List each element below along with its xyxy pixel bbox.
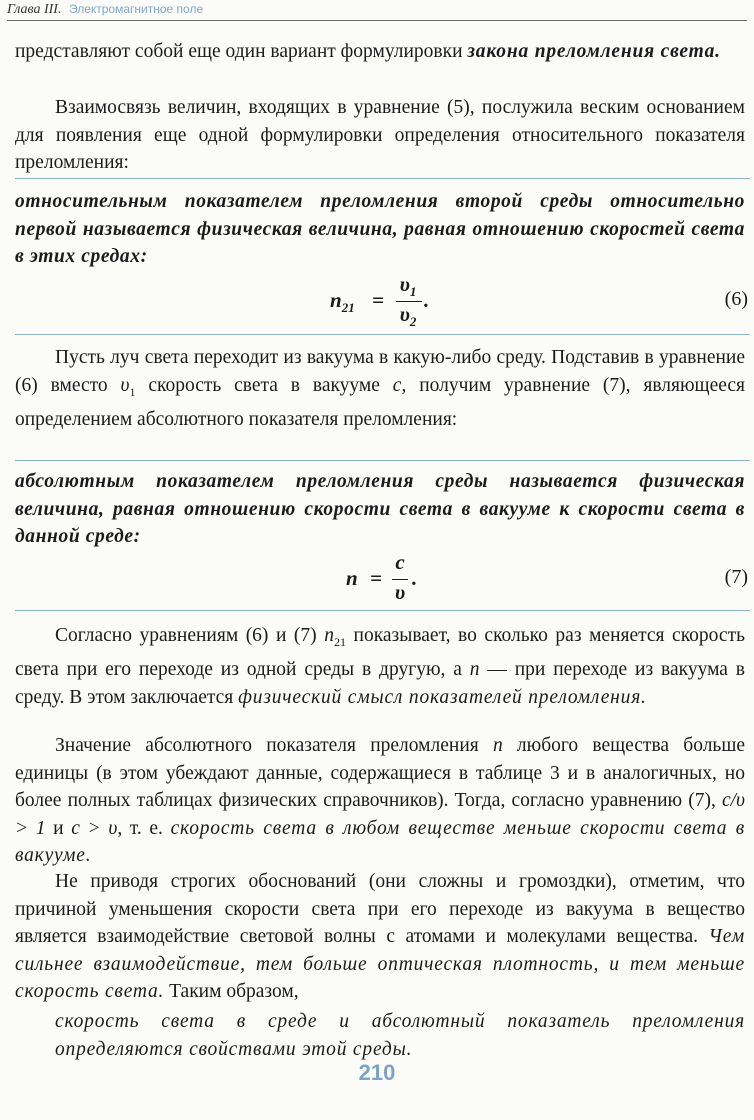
definition-relative-index: относительным показателем преломления второй среды относительно первой называется физическая величина, равная отношению скоростей света в этих средах: xyxy=(15,191,745,267)
divider-top-def1 xyxy=(15,178,750,179)
eq7-denominator: υ xyxy=(394,580,406,604)
divider-bottom-def1 xyxy=(15,334,750,335)
physical-meaning: физический смысл показателей преломления. xyxy=(238,686,647,708)
section-label: Электромагнитное поле xyxy=(68,2,204,16)
page-number: 210 xyxy=(358,1060,396,1085)
eq6-equals: = xyxy=(372,288,384,312)
speed-conclusion: скорость света в любом веществе меньше скорости света в вакууме. xyxy=(15,817,746,866)
definition-absolute-index: абсолютным показателем преломления среды называется физическая величина, равная отношению скорости света в вакууме к скорости света в данной среде: xyxy=(15,471,745,547)
interaction-statement: Чем сильнее взаимодействие, тем больше оптическая плотность, и тем меньше скорость света. xyxy=(15,926,745,1002)
paragraph-2: Взаимосвязь величин, входящих в уравнение (5), послужила веским основанием для появления еще одной формулировки определения относительного показателя преломления: xyxy=(15,97,745,173)
eq7-lhs: n xyxy=(346,566,358,590)
final-statement: скорость света в среде и абсолютный показатель преломления определяются свойствами этой среды. xyxy=(55,1011,745,1060)
equation-6: $n_{21}$ = $\upsilon_1$ $\upsilon_2$ . (6) xyxy=(330,272,748,330)
eq6-numerator: $\upsilon_1$ xyxy=(399,272,417,300)
eq7-numerator: c xyxy=(395,550,405,574)
eq7-equals: = xyxy=(370,566,382,590)
eq6-number: (6) xyxy=(724,288,748,310)
paragraph-6: Не приводя строгих обоснований (они сложны и громоздки), отметим, что причиной уменьшения скорости света при его переходе из вакуума в вещество является взаимодействие световой волны с атомами и молекулами вещества. Чем сильнее взаимодействие, тем больше оптическая плотность, и тем меньше скорость света. Таким образом, xyxy=(15,871,745,1002)
chapter-label: Глава III. xyxy=(7,2,62,17)
eq6-lhs: $n_{21}$ xyxy=(330,288,355,316)
paragraph-1: представляют собой еще один вариант формулировки закона преломления света. xyxy=(15,41,721,62)
divider-top-def2 xyxy=(15,460,750,461)
paragraph-4: Согласно уравнениям (6) и (7) $n_{21}$ показывает, во сколько раз меняется скорость света при его переходе из одной среды в другую, а n — при переходе из вакуума в среду. В этом заключается физический смысл показателей преломления. xyxy=(15,625,746,708)
law-name: закона преломления света. xyxy=(467,41,721,62)
eq7-number: (7) xyxy=(724,566,748,588)
running-header xyxy=(7,0,747,21)
paragraph-3: Пусть луч света переходит из вакуума в какую-либо среду. Подставив в уравнение (6) вместо $\upsilon_1$ скорость света в вакууме c, получим уравнение (7), являющееся определением абсолютного показателя преломления: xyxy=(15,347,745,430)
paragraph-5: Значение абсолютного показателя преломления n любого вещества больше единицы (в этом убеждают данные, содержащиеся в таблице 3 и в аналогичных, но более полных таблицах физических справочников). Тогда, согласно уравнению (7), c/υ > 1 и c > υ, т. е. скорость света в любом веществе меньше скорости света в вакууме. xyxy=(15,735,746,866)
eq6-denominator: $\upsilon_2$ xyxy=(399,302,417,330)
divider-bottom-def2 xyxy=(15,610,750,611)
equation-7: n = c υ . (7) xyxy=(346,550,748,604)
